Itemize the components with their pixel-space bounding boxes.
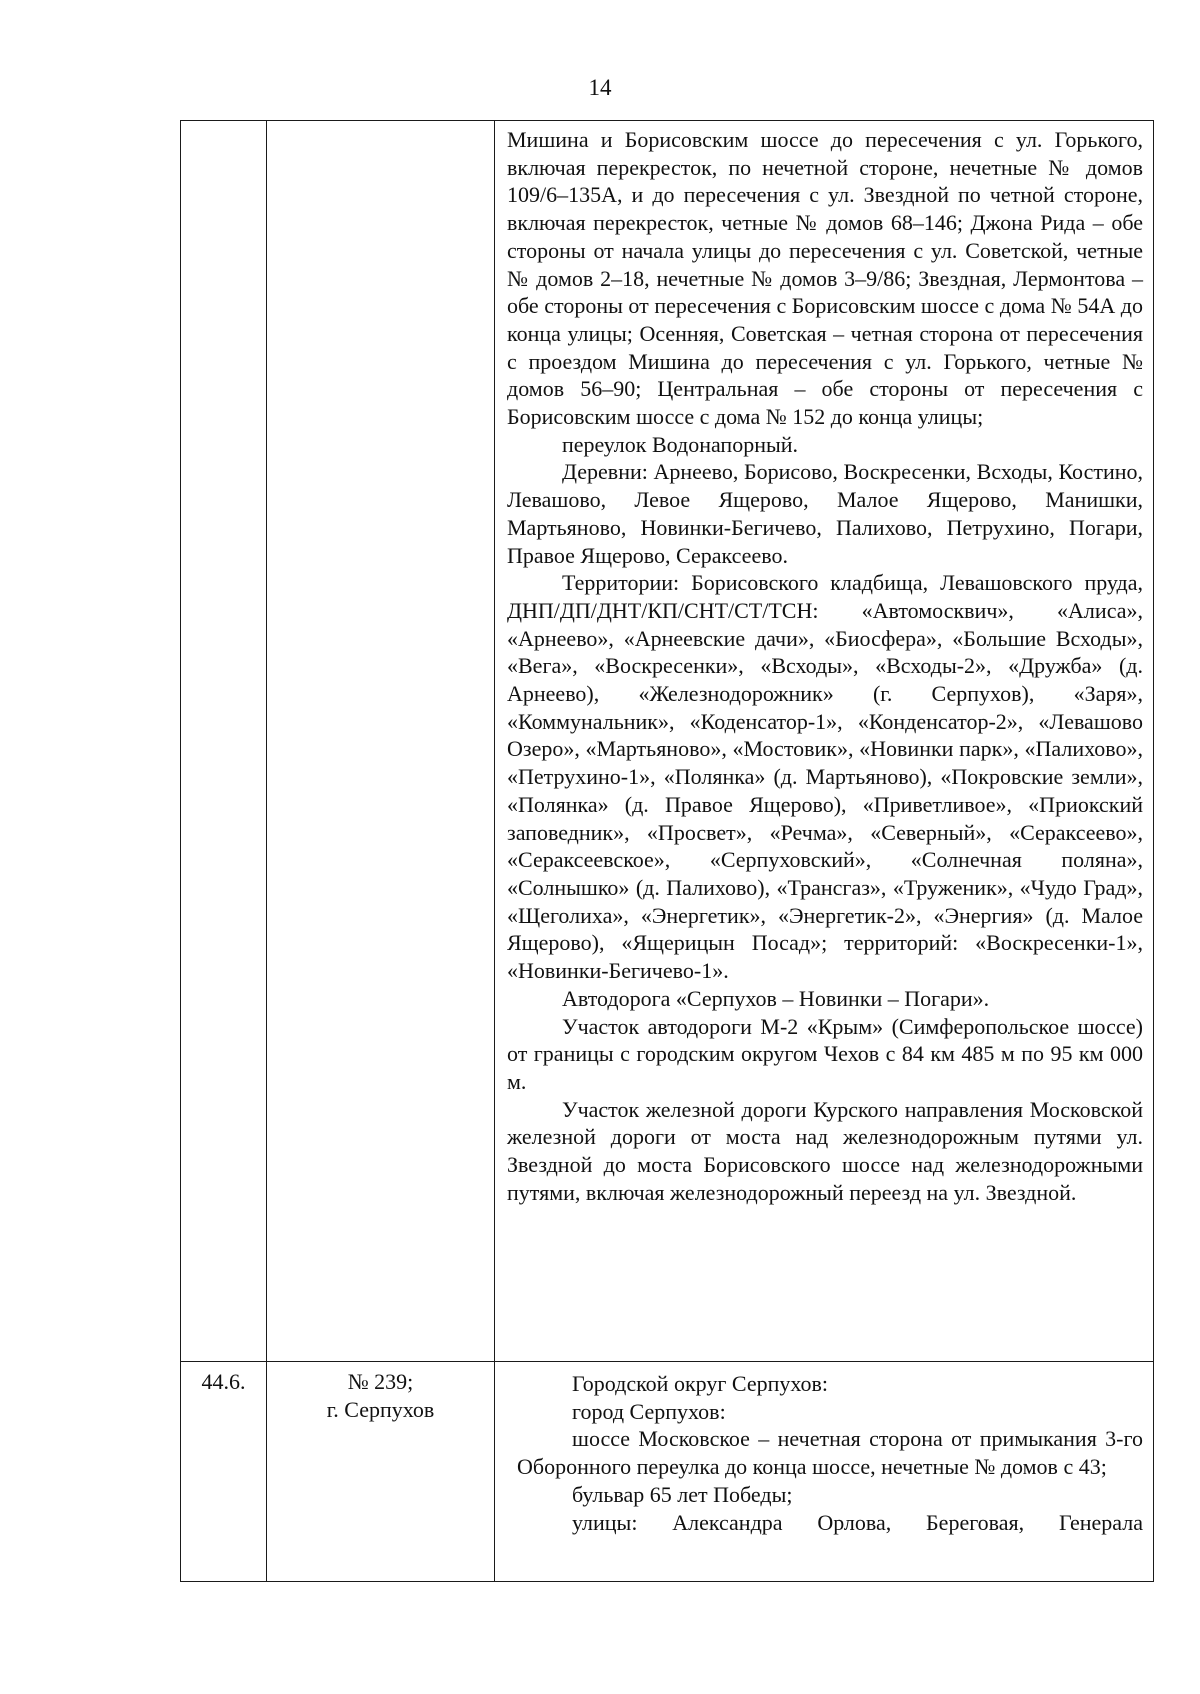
description-paragraph: Участок железной дороги Курского направления Московской железной дороги от моста над железнодорожным путями ул. Звездной до моста Борисовского шоссе над железнодорожными путями, включая железнодорожный переезд на ул. Звездной. — [507, 1096, 1143, 1205]
row-number-cell — [181, 121, 267, 1362]
row-name-cell — [267, 1362, 495, 1582]
station-location: г. Серпухов — [326, 1396, 435, 1422]
page-number: 14 — [588, 75, 612, 100]
table-row — [181, 1362, 1154, 1582]
description-paragraph: Городской округ Серпухов: — [572, 1371, 829, 1396]
description-paragraph: Деревни: Арнеево, Борисово, Воскресенки, Всходы, Костино, Левашово, Левое Ящерово, Малое Ящерово, Манишки, Мартьяново, Новинки-Бегичево, Палихово, Петрухино, Погари, Правое Ящерово, Сераксеево. — [507, 459, 1143, 568]
station-number: № 239; — [347, 1369, 414, 1394]
description-paragraph: Мишина и Борисовским шоссе до пересечения с ул. Горького, включая перекресток, по нечетной стороне, нечетные № домов 109/6–135А, и до пересечения с ул. Звездной по четной стороне, включая перекресток, четные № домов 68–146; Джона Рида – обе стороны от начала улицы до пересечения с ул. Советской, четные № домов 2–18, нечетные № домов 3–9/86; Звездная, Лермонтова – обе стороны от пересечения с Борисовским шоссе с дома № 54А до конца улицы; Осенняя, Советская – четная сторона от пересечения с проездом Мишина до пересечения с ул. Горького, четные № домов 56–90; Центральная – обе стороны от пересечения с Борисовским шоссе с дома № 152 до конца улицы; — [507, 127, 1143, 430]
description-paragraph: Автодорога «Серпухов – Новинки – Погари». — [562, 985, 990, 1011]
row-name-cell — [267, 121, 495, 1362]
description-paragraph: Участок автодороги М-2 «Крым» (Симферопольское шоссе) от границы с городским округом Чехов с 84 км 485 м по 95 км 000 м. — [507, 1013, 1143, 1094]
description-paragraph: город Серпухов: — [572, 1398, 726, 1424]
description-paragraph: Территории: Борисовского кладбища, Левашовского пруда, ДНП/ДП/ДНТ/КП/СНТ/СТ/ТСН: «Автомосквич», «Алиса», «Арнеево», «Арнеевские дачи», «Биосфера», «Большие Всходы», «Вега», «Воскресенки», «Всходы», «Всходы-2», «Дружба» (д. Арнеево), «Железнодорожник» (г. Серпухов), «Заря», «Коммунальник», «Коденсатор-1», «Конденсатор-2», «Левашово Озеро», «Мартьяново», «Мостовик», «Новинки парк», «Палихово», «Петрухино-1», «Полянка» (д. Мартьяново), «Покровские земли», «Полянка» (д. Правое Ящерово), «Приветливое», «Приокский заповедник», «Просвет», «Речма», «Северный», «Сераксеево», «Сераксеевское», «Серпуховский», «Солнечная поляна», «Солнышко» (д. Палихово), «Трансгаз», «Труженик», «Чудо Град», «Щеголиха», «Энергетик», «Энергетик-2», «Энергия» (д. Малое Ящерово), «Ящерицын Посад»; территорий: «Воскресенки-1», «Новинки-Бегичево-1». — [507, 570, 1143, 984]
district-table — [180, 120, 1154, 1582]
row-number-cell: 44.6. — [181, 1362, 267, 1582]
row-description-cell — [495, 121, 1154, 1362]
description-paragraph: переулок Водонапорный. — [562, 431, 799, 457]
table-row — [181, 121, 1154, 1362]
row-description-cell — [495, 1362, 1154, 1582]
description-paragraph: улицы: Александра Орлова, Береговая, Генерала — [572, 1509, 1143, 1535]
description-paragraph: бульвар 65 лет Победы; — [572, 1481, 793, 1507]
description-paragraph: шоссе Московское – нечетная сторона от примыкания 3-го Оборонного переулка до конца шоссе, нечетные № домов с 43; — [517, 1426, 1143, 1480]
